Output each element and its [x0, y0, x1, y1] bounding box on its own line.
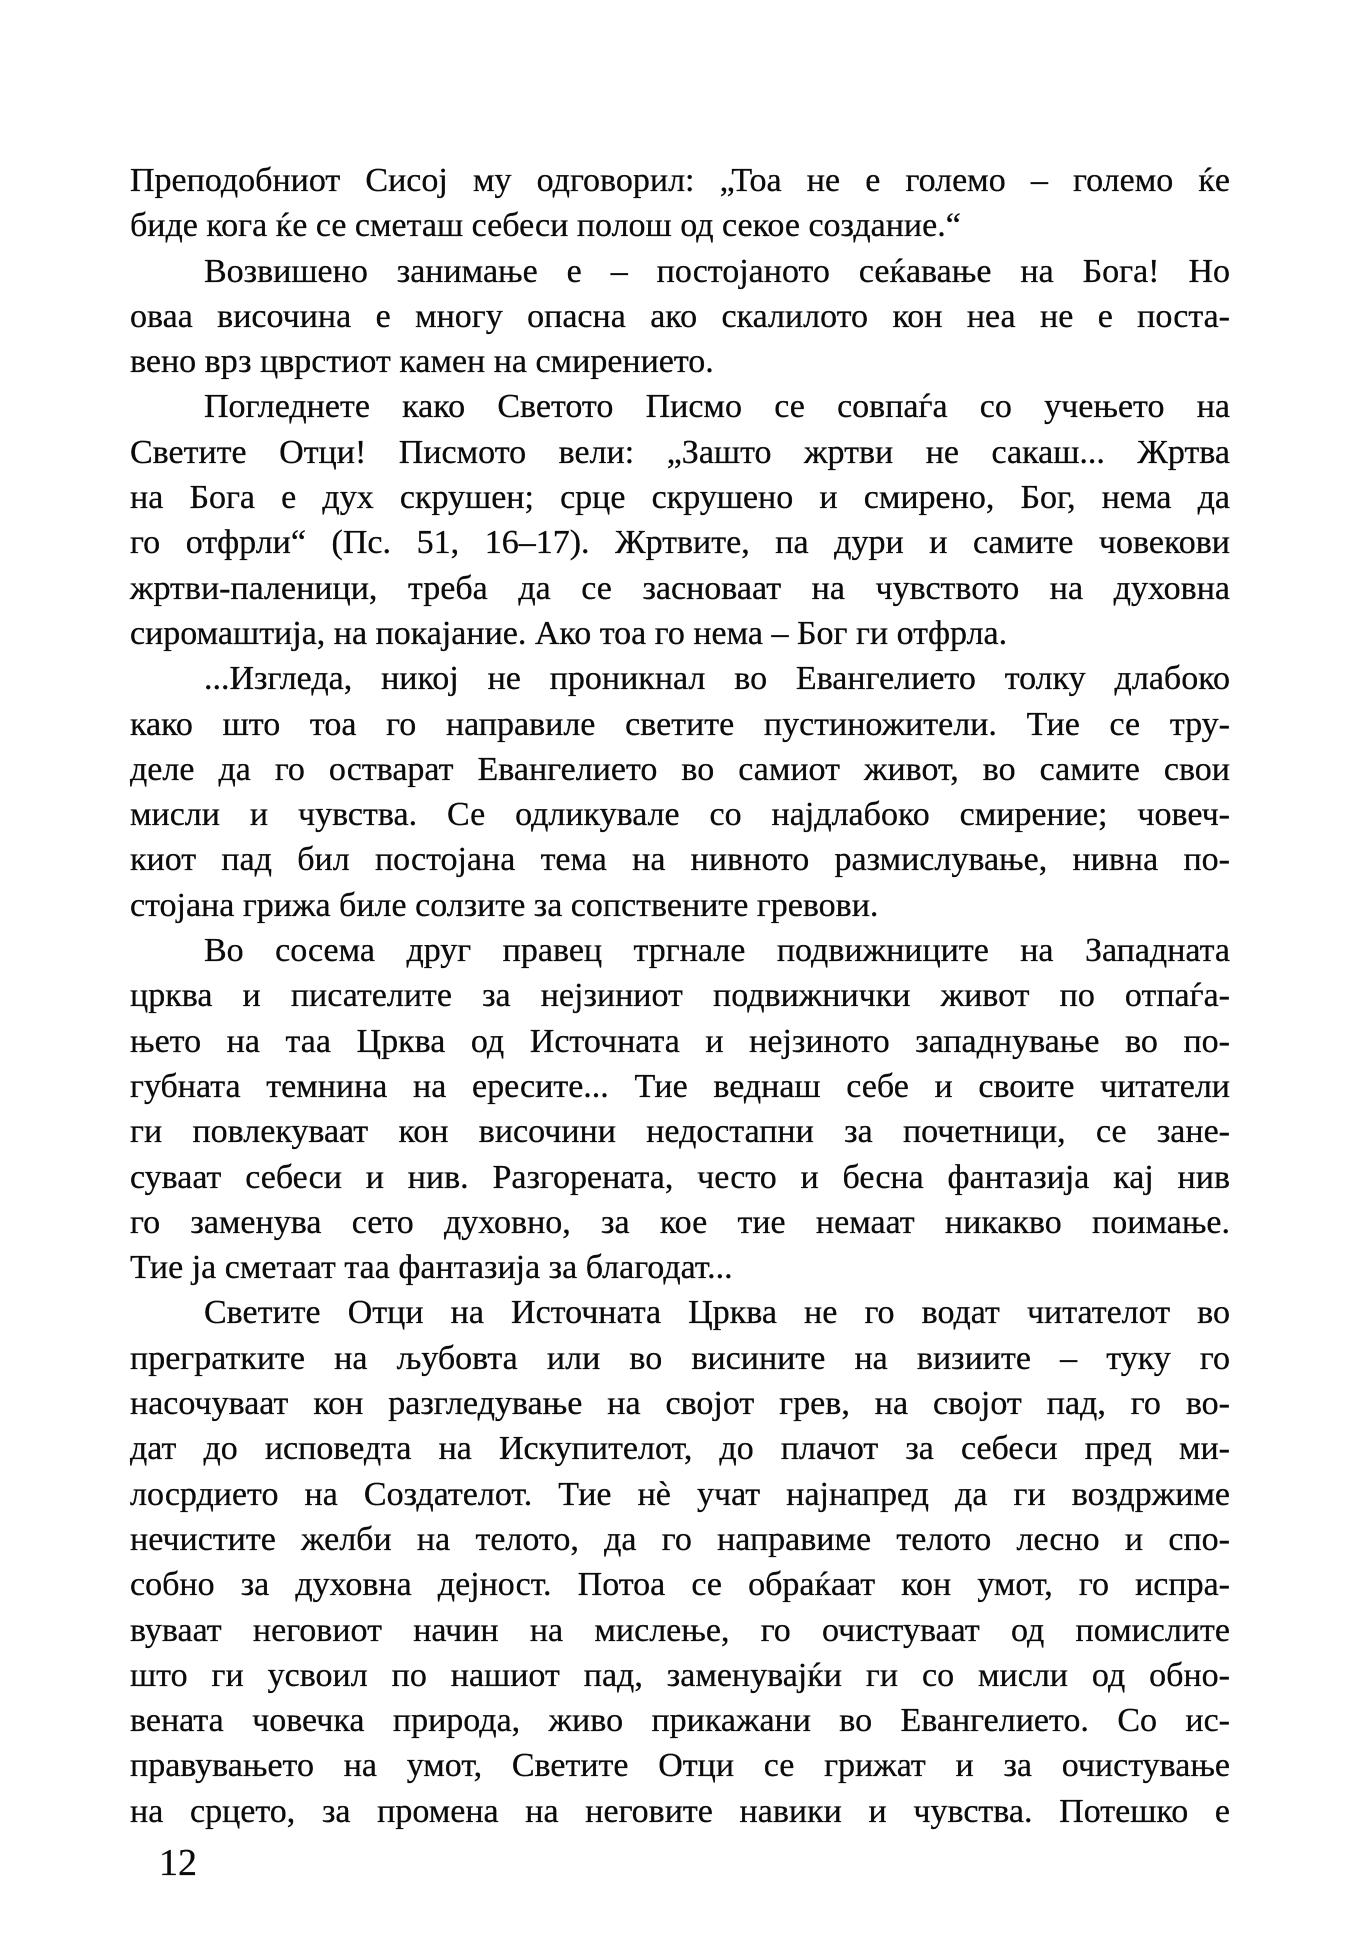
text-line: суваат себеси и нив. Разгорената, често и бесна фантазија кај нив: [130, 1158, 1230, 1196]
text-line: дат до исповедта на Искупителот, до плачот за себеси пред ми-: [130, 1430, 1230, 1468]
text-block: [130, 158, 1230, 1834]
text-line: вуваат неговиот начин на мислење, го очистуваат од помислите: [130, 1611, 1230, 1649]
text-line: како што тоа го направиле светите пустиножители. Тие се тру-: [130, 705, 1230, 743]
text-line: собно за духовна дејност. Потоа се обраќаат кон умот, го испра-: [130, 1566, 1230, 1604]
text-line: биде кога ќе се сметаш себеси полош од секое создание.“: [130, 207, 961, 245]
paragraph: [130, 656, 1230, 928]
text-line: оваа височина е многу опасна ако скалилото кон неа не е поста-: [130, 297, 1230, 335]
text-line: го заменува сето духовно, за кое тие немаат никакво поимање.: [130, 1203, 1230, 1241]
text-line: мисли и чувства. Се одликувале со најдлабоко смирение; човеч-: [130, 796, 1230, 834]
paragraph: [130, 928, 1230, 1290]
text-line: Погледнете како Светото Писмо се совпаѓа со учењето на: [204, 388, 1230, 426]
text-line: стојана грижа биле солзите за сопствените гревови.: [130, 886, 879, 924]
page-number: 12: [159, 1842, 197, 1884]
paragraph: [130, 249, 1230, 385]
paragraph: [130, 158, 1230, 249]
text-line: ...Изгледа, никој не проникнал во Евангелието толку длабоко: [204, 660, 1230, 698]
text-line: црква и писателите за нејзиниот подвижнички живот по отпаѓа-: [130, 977, 1230, 1015]
text-line: Светите Отци на Источната Црква не го водат читателот во: [204, 1294, 1230, 1332]
text-line: на срцето, за промена на неговите навики и чувства. Потешко е: [130, 1792, 1230, 1830]
text-line: Преподобниот Сисој му одговорил: „Тоа не е големо – големо ќе: [130, 162, 1230, 199]
text-line: што ги усвоил по нашиот пад, заменувајќи ги со мисли од обно-: [130, 1656, 1230, 1694]
text-line: вената човечка природа, живо прикажани во Евангелието. Со ис-: [130, 1702, 1230, 1740]
text-line: Светите Отци! Писмото вели: „Зашто жртви не сакаш... Жртва: [130, 433, 1230, 471]
text-line: ги повлекуваат кон височини недостапни за почетници, се зане-: [130, 1113, 1230, 1151]
text-line: њето на таа Црква од Источната и нејзиното западнување во по-: [130, 1022, 1230, 1060]
text-line: лосрдието на Создателот. Тие нѐ учат најнапред да ги воздржиме: [130, 1475, 1230, 1513]
text-line: правувањето на умот, Светите Отци се грижат и за очистување: [130, 1747, 1230, 1785]
text-line: киот пад бил постојана тема на нивното размислување, нивна по-: [130, 841, 1230, 879]
text-line: насочуваат кон разгледување на својот грев, на својот пад, го во-: [130, 1385, 1230, 1423]
text-line: Тие ја сметаат таа фантазија за благодат...: [130, 1249, 733, 1287]
text-line: жртви-паленици, треба да се засноваат на чувството на духовна: [130, 569, 1230, 607]
text-line: го отфрли“ (Пс. 51, 16–17). Жртвите, па дури и самите човекови: [130, 524, 1230, 562]
text-line: сиромаштија, на покајание. Ако тоа го нема – Бог ги отфрла.: [130, 614, 1008, 652]
text-line: губната темнина на ересите... Тие веднаш себе и своите читатели: [130, 1067, 1230, 1105]
text-line: нечистите желби на телото, да го направиме телото лесно и спо-: [130, 1520, 1230, 1558]
text-line: деле да го остварат Евангелието во самиот живот, во самите свои: [130, 750, 1230, 788]
text-line: Возвишено занимање е – постојаното сеќавање на Бога! Но: [204, 252, 1230, 290]
paragraph: [130, 1290, 1230, 1834]
text-line: вено врз цврстиот камен на смирението.: [130, 343, 714, 381]
text-line: на Бога е дух скрушен; срце скрушено и смирено, Бог, нема да: [130, 479, 1230, 517]
text-line: Во сосема друг правец тргнале подвижниците на Западната: [204, 932, 1230, 970]
paragraph: [130, 384, 1230, 656]
text-line: прегратките на љубовта или во висините на визиите – туку го: [130, 1339, 1230, 1377]
